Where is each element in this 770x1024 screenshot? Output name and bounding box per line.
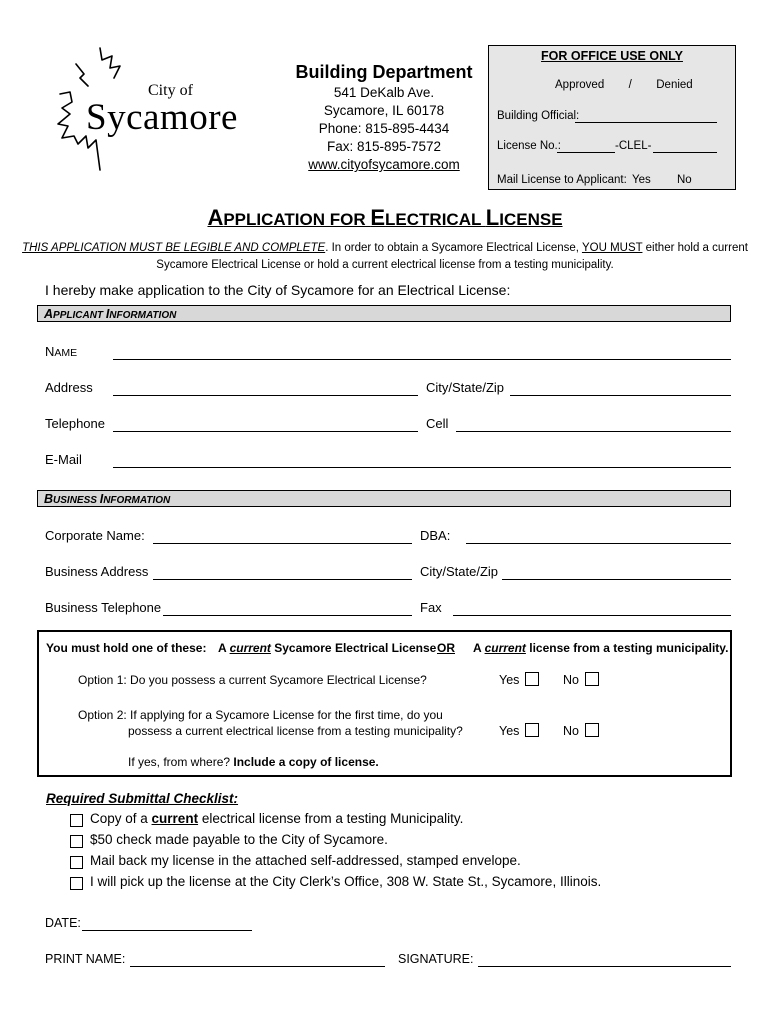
business-address-field[interactable]	[153, 579, 412, 580]
print-name-label: PRINT NAME:	[45, 952, 126, 966]
address-label: Address	[45, 380, 93, 395]
business-address-label: Business Address	[45, 564, 149, 579]
logo-city-of: City of	[148, 82, 193, 99]
signature-label: SIGNATURE:	[398, 952, 474, 966]
must-hold-label: You must hold one of these:	[46, 641, 207, 655]
business-fax-label: Fax	[420, 600, 442, 615]
business-section-header: BUSINESS INFORMATION	[37, 490, 731, 507]
name-label: NAME	[45, 344, 78, 359]
application-statement: I hereby make application to the City of Sycamore for an Electrical License:	[45, 282, 511, 298]
email-field[interactable]	[113, 467, 731, 468]
checkbox-icon[interactable]	[70, 835, 83, 848]
dba-label: DBA:	[420, 528, 451, 543]
checklist-title: Required Submittal Checklist:	[46, 791, 239, 806]
option2-question-line2: possess a current electrical license from a testing municipality?	[128, 724, 463, 738]
date-field[interactable]	[82, 930, 252, 931]
intro-text: THIS APPLICATION MUST BE LEGIBLE AND COMPLETE. In order to obtain a Sycamore Electrical License, YOU MUST either hold a current Sycamore Electrical License or hold a current electrical license from a testing municipality.	[22, 242, 748, 271]
telephone-label: Telephone	[45, 416, 105, 431]
checkbox-icon[interactable]	[70, 856, 83, 869]
business-city-field[interactable]	[502, 579, 731, 580]
dept-fax: Fax: 815-895-7572	[326, 139, 442, 154]
print-name-field[interactable]	[130, 966, 385, 967]
option2-no-checkbox[interactable]	[585, 723, 599, 737]
where-label: If yes, from where?	[128, 755, 234, 769]
or-label: OR	[437, 641, 455, 655]
dept-city: Sycamore, IL 60178	[323, 103, 445, 118]
office-official-label: Building Official:	[497, 110, 580, 122]
office-no: No	[677, 174, 692, 186]
option1-yes-checkbox[interactable]	[525, 672, 539, 686]
corporate-name-field[interactable]	[153, 543, 412, 544]
form-title: APPLICATION FOR ELECTRICAL LICENSE	[207, 205, 563, 230]
office-use-box	[488, 45, 736, 190]
name-field[interactable]	[113, 359, 731, 360]
option1-no-checkbox[interactable]	[585, 672, 599, 686]
telephone-field[interactable]	[113, 431, 418, 432]
city-state-zip-label: City/State/Zip	[426, 380, 505, 395]
office-mail-label: Mail License to Applicant:	[497, 174, 627, 186]
city-state-zip-field[interactable]	[510, 395, 731, 396]
office-slash: /	[628, 79, 632, 91]
dba-field[interactable]	[466, 543, 731, 544]
checklist-item: Copy of a current electrical license from a testing Municipality.	[70, 811, 463, 826]
signature-field[interactable]	[478, 966, 731, 967]
office-denied: Denied	[656, 79, 693, 91]
license-options-box: You must hold one of these: A current Sycamore Electrical License OR A current license from a testing municipality. Option 1: Do you possess a current Sycamore Electrical License? Yes No Option 2: If applying for a Sycamore License for the first time, do you possess a current electrical license from a testing municipality? Yes No If yes, from where? Include a copy of license.	[37, 630, 732, 777]
cell-field[interactable]	[456, 431, 731, 432]
email-label: E-Mail	[45, 452, 82, 467]
date-label: DATE:	[45, 916, 81, 930]
business-city-label: City/State/Zip	[420, 564, 499, 579]
address-field[interactable]	[113, 395, 418, 396]
option2-question-line1: Option 2: If applying for a Sycamore License for the first time, do you	[78, 708, 443, 722]
office-approved: Approved	[555, 79, 605, 91]
office-license-label: License No.:	[497, 140, 561, 152]
logo-name: Sycamore	[86, 97, 238, 138]
checkbox-icon[interactable]	[70, 877, 83, 890]
checklist-item: Mail back my license in the attached self-addressed, stamped envelope.	[70, 853, 521, 868]
office-title: FOR OFFICE USE ONLY	[541, 49, 683, 63]
office-license-mid: -CLEL-	[615, 140, 652, 152]
applicant-section-header: APPLICANT INFORMATION	[37, 305, 731, 322]
business-fax-field[interactable]	[453, 615, 731, 616]
checklist-item: $50 check made payable to the City of Sycamore.	[70, 832, 388, 847]
cell-label: Cell	[426, 416, 449, 431]
dept-address: 541 DeKalb Ave.	[333, 85, 435, 100]
department-title: Building Department	[295, 62, 473, 82]
city-logo	[40, 44, 270, 174]
option2-yes-checkbox[interactable]	[525, 723, 539, 737]
dept-website[interactable]: www.cityofsycamore.com	[308, 157, 460, 172]
checklist-item: I will pick up the license at the City Clerk’s Office, 308 W. State St., Sycamore, Illinois.	[70, 874, 601, 889]
office-yes: Yes	[632, 174, 651, 186]
business-telephone-field[interactable]	[163, 615, 412, 616]
checkbox-icon[interactable]	[70, 814, 83, 827]
dept-phone: Phone: 815-895-4434	[318, 121, 450, 136]
option1-question: Option 1: Do you possess a current Sycamore Electrical License?	[78, 673, 427, 687]
corporate-name-label: Corporate Name:	[45, 528, 145, 543]
business-telephone-label: Business Telephone	[45, 600, 162, 615]
